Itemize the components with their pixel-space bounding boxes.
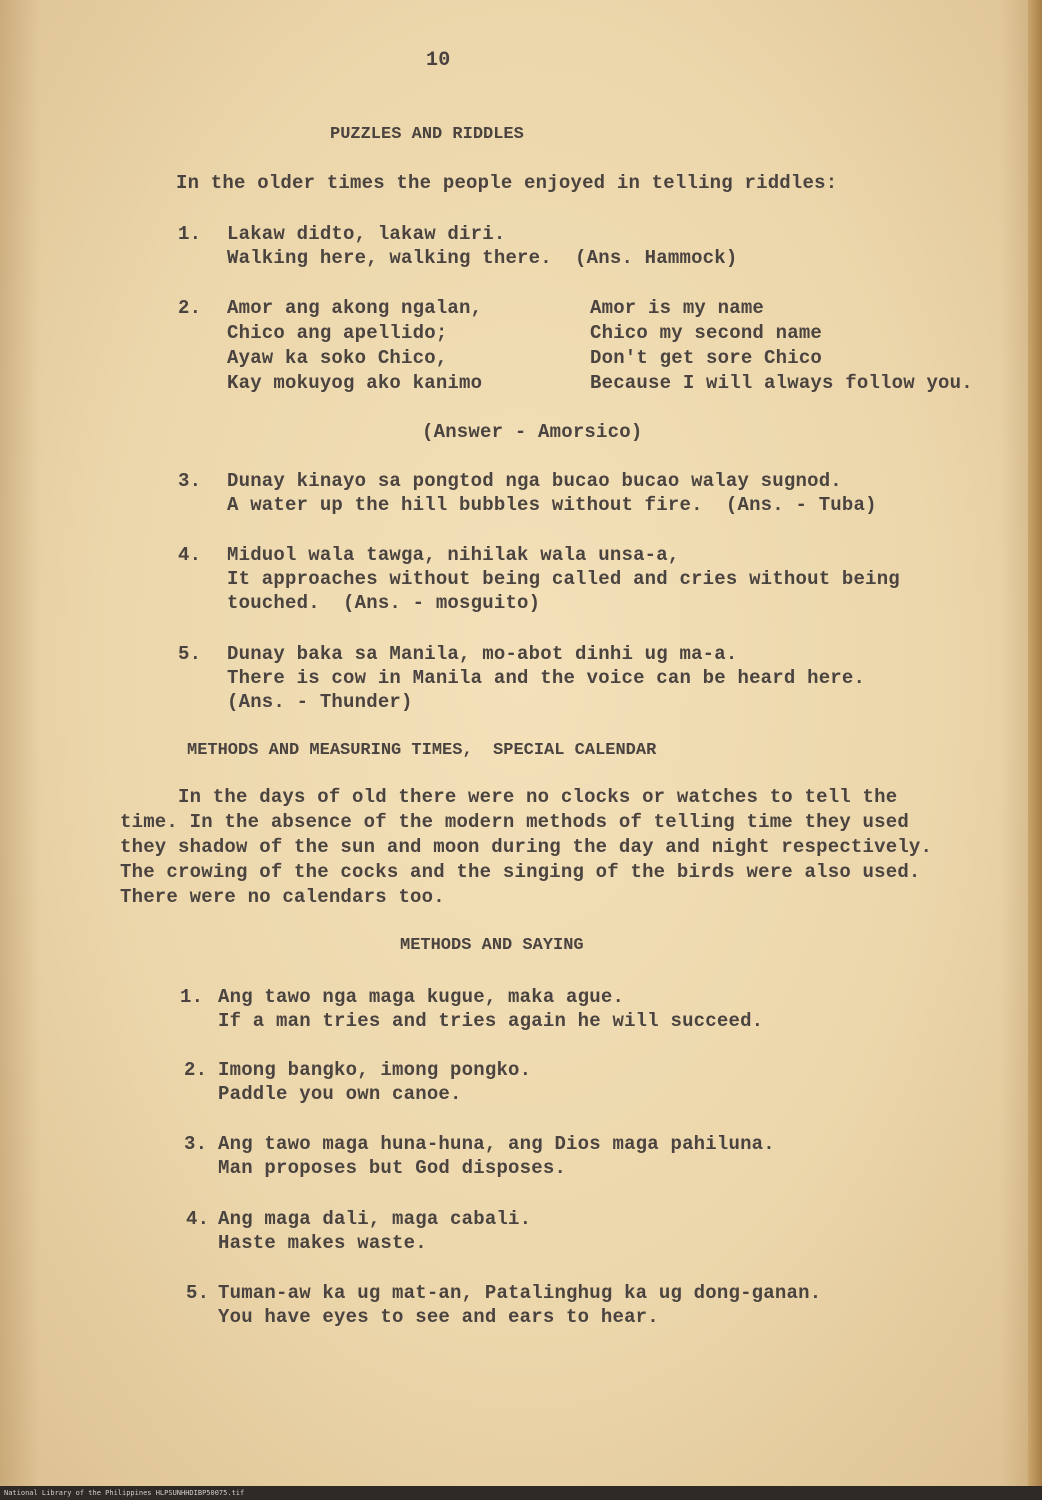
methods-time-line-1: In the days of old there were no clocks or watches to tell the <box>178 786 898 808</box>
riddle-5-line-1: Dunay baka sa Manila, mo-abot dinhi ug ma-a. <box>227 643 738 665</box>
saying-1-line-2: If a man tries and tries again he will succeed. <box>218 1010 764 1032</box>
riddle-2-left-line-2: Chico ang apellido; <box>227 322 448 344</box>
riddle-2-answer: (Answer - Amorsico) <box>422 421 643 443</box>
methods-time-line-3: they shadow of the sun and moon during the day and night respectively. <box>120 836 933 858</box>
riddle-4-line-3: touched. (Ans. - mosguito) <box>227 592 541 614</box>
riddle-2-left-line-1: Amor ang akong ngalan, <box>227 297 483 319</box>
riddle-5-number: 5. <box>178 643 202 665</box>
riddles-intro: In the older times the people enjoyed in telling riddles: <box>176 172 838 194</box>
saying-3-line-2: Man proposes but God disposes. <box>218 1157 567 1179</box>
scan-footer-text: National Library of the Philippines HLPSUNHHDIBP50075.tif <box>4 1489 245 1497</box>
saying-3-number: 3. <box>184 1133 208 1155</box>
saying-2-line-2: Paddle you own canoe. <box>218 1083 462 1105</box>
riddle-5-line-3: (Ans. - Thunder) <box>227 691 413 713</box>
saying-5-line-2: You have eyes to see and ears to hear. <box>218 1306 659 1328</box>
methods-time-line-4: The crowing of the cocks and the singing of the birds were also used. <box>120 861 921 883</box>
riddle-5-line-2: There is cow in Manila and the voice can be heard here. <box>227 667 866 689</box>
riddle-2-right-line-4: Because I will always follow you. <box>590 372 973 394</box>
saying-4-line-2: Haste makes waste. <box>218 1232 427 1254</box>
methods-time-heading: METHODS AND MEASURING TIMES, SPECIAL CALENDAR <box>187 741 657 760</box>
riddle-2-left-line-3: Ayaw ka soko Chico, <box>227 347 448 369</box>
saying-3-line-1: Ang tawo maga huna-huna, ang Dios maga pahiluna. <box>218 1133 775 1155</box>
riddle-2-right-line-1: Amor is my name <box>590 297 765 319</box>
saying-2-number: 2. <box>184 1059 208 1081</box>
saying-5-number: 5. <box>186 1282 210 1304</box>
page-number: 10 <box>426 49 451 72</box>
riddle-1-line-1: Lakaw didto, lakaw diri. <box>227 223 506 245</box>
riddles-heading: PUZZLES AND RIDDLES <box>330 125 524 144</box>
riddle-3-line-1: Dunay kinayo sa pongtod nga bucao bucao walay sugnod. <box>227 470 842 492</box>
riddle-4-number: 4. <box>178 544 202 566</box>
saying-4-line-1: Ang maga dali, maga cabali. <box>218 1208 532 1230</box>
riddle-2-number: 2. <box>178 297 202 319</box>
riddle-4-line-2: It approaches without being called and cries without being <box>227 568 900 590</box>
page-spine-edge <box>1028 0 1042 1500</box>
methods-time-line-5: There were no calendars too. <box>120 886 445 908</box>
saying-5-line-1: Tuman-aw ka ug mat-an, Patalinghug ka ug dong-ganan. <box>218 1282 822 1304</box>
riddle-3-number: 3. <box>178 470 202 492</box>
riddle-2-right-line-2: Chico my second name <box>590 322 823 344</box>
riddle-1-number: 1. <box>178 223 202 245</box>
saying-1-number: 1. <box>180 986 204 1008</box>
methods-time-line-2: time. In the absence of the modern methods of telling time they used <box>120 811 909 833</box>
saying-4-number: 4. <box>186 1208 210 1230</box>
saying-2-line-1: Imong bangko, imong pongko. <box>218 1059 532 1081</box>
riddle-3-line-2: A water up the hill bubbles without fire. (Ans. - Tuba) <box>227 494 877 516</box>
riddle-2-left-line-4: Kay mokuyog ako kanimo <box>227 372 483 394</box>
saying-1-line-1: Ang tawo nga maga kugue, maka ague. <box>218 986 625 1008</box>
riddle-2-right-line-3: Don't get sore Chico <box>590 347 823 369</box>
riddle-1-line-2: Walking here, walking there. (Ans. Hammock) <box>227 247 738 269</box>
riddle-4-line-1: Miduol wala tawga, nihilak wala unsa-a, <box>227 544 680 566</box>
sayings-heading: METHODS AND SAYING <box>400 936 584 955</box>
